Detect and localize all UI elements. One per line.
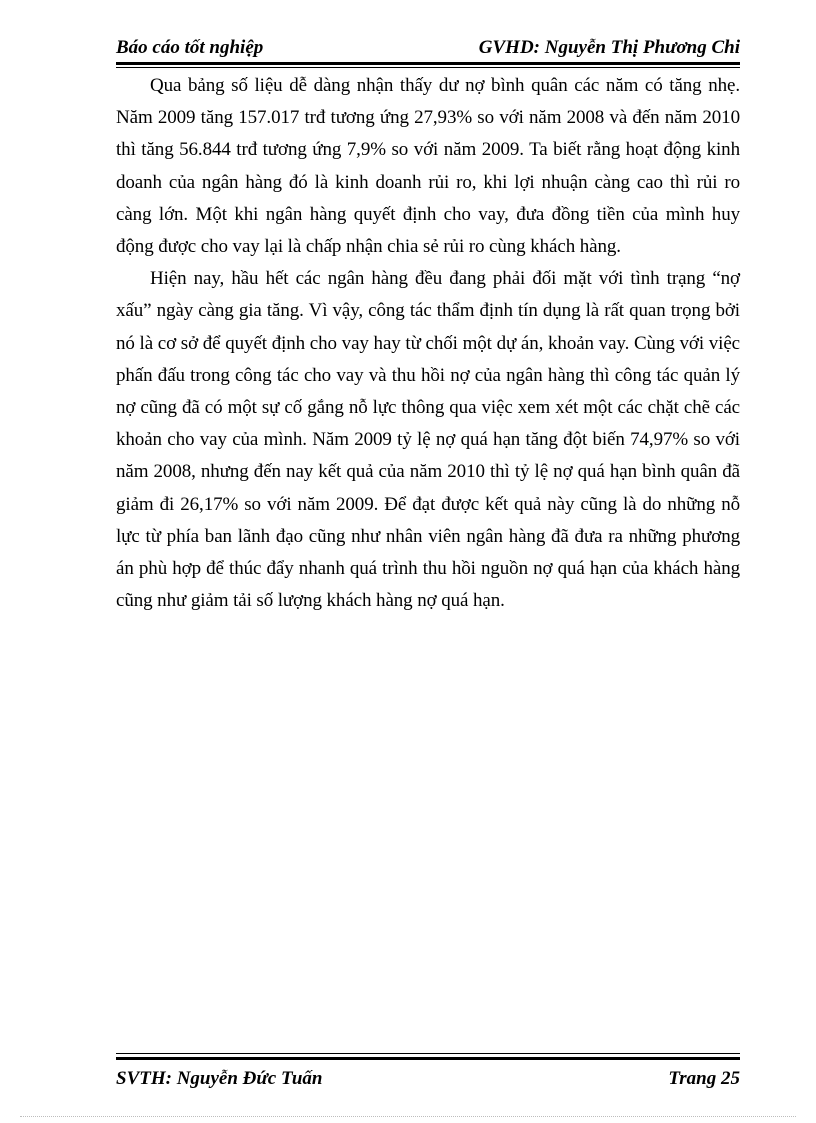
page-footer <box>116 1053 740 1093</box>
footer-rule-thick <box>116 1057 740 1060</box>
student-name: SVTH: Nguyễn Đức Tuấn <box>116 1068 323 1089</box>
page-body <box>116 70 740 617</box>
header-rule-thin <box>116 67 740 68</box>
header-rule-thick <box>116 62 740 65</box>
page-header <box>116 34 740 64</box>
paragraph-2: Hiện nay, hầu hết các ngân hàng đều đang phải đối mặt với tình trạng “nợ xấu” ngày càng gia tăng. Vì vậy, công tác thẩm định tín dụng là rất quan trọng bởi nó là cơ sở để quyết định cho vay hay từ chối một dự án, khoản vay. Cùng với việc phấn đấu trong công tác cho vay và thu hồi nợ của ngân hàng thì công tác quản lý nợ cũng đã có một sự cố gắng nỗ lực thông qua việc xem xét một các chặt chẽ các khoản cho vay của mình. Năm 2009 tỷ lệ nợ quá hạn tăng đột biến 74,97% so với năm 2008, nhưng đến nay kết quả của năm 2010 thì tỷ lệ nợ quá hạn bình quân đã giảm đi 26,17% so với năm 2009. Để đạt được kết quả này cũng là do những nỗ lực từ phía ban lãnh đạo cũng như nhân viên ngân hàng đã đưa ra những phương án phù hợp để thúc đẩy nhanh quá trình thu hồi nguồn nợ quá hạn của khách hàng cũng như giảm tải số lượng khách hàng nợ quá hạn. <box>116 268 740 612</box>
paragraph-1: Qua bảng số liệu dễ dàng nhận thấy dư nợ bình quân các năm có tăng nhẹ. Năm 2009 tăng 157.017 trđ tương ứng 27,93% so với năm 2008 và đến năm 2010 thì tăng 56.844 trđ tương ứng 7,9% so với năm 2009. Ta biết rằng hoạt động kinh doanh của ngân hàng đó là kinh doanh rủi ro, khi lợi nhuận càng cao thì rủi ro càng lớn. Một khi ngân hàng quyết định cho vay, đưa đồng tiền của mình huy động được cho vay lại là chấp nhận chia sẻ rủi ro cùng khách hàng. <box>116 75 740 258</box>
report-title: Báo cáo tốt nghiệp <box>116 37 264 58</box>
footer-rule-thin <box>116 1053 740 1054</box>
page-edge-divider <box>20 1116 796 1117</box>
page-number: Trang 25 <box>668 1068 740 1089</box>
supervisor-name: GVHD: Nguyễn Thị Phương Chi <box>478 37 740 58</box>
